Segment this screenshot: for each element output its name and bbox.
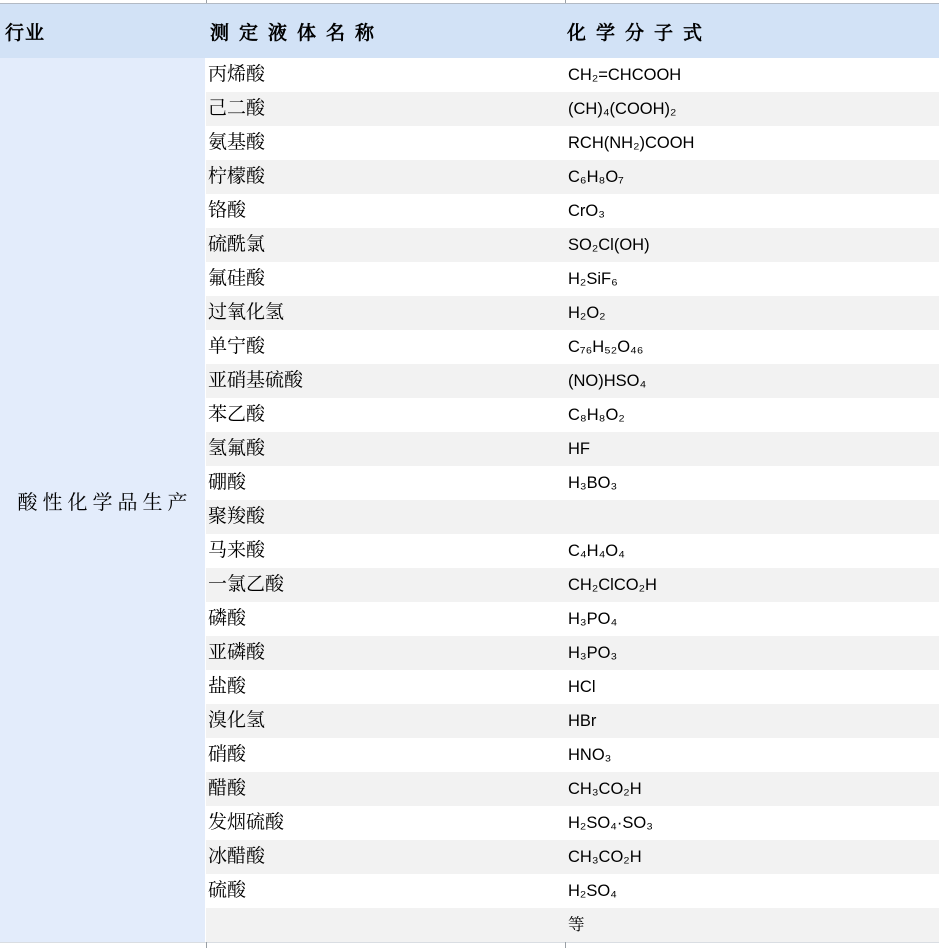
table-row bbox=[206, 602, 939, 636]
table-row bbox=[206, 432, 939, 466]
industry-label: 酸性化学品生产 bbox=[17, 491, 193, 514]
table-row bbox=[206, 636, 939, 670]
liquid-name-cell: 过氧化氢 bbox=[208, 302, 285, 323]
table-row bbox=[206, 364, 939, 398]
column-divider-tick bbox=[565, 942, 566, 948]
liquid-name-cell: 醋酸 bbox=[208, 778, 247, 799]
liquid-name-cell bbox=[206, 908, 567, 942]
liquid-name-cell: 硫酰氯 bbox=[208, 234, 266, 255]
formula-cell: HF bbox=[568, 440, 590, 458]
formula-cell: H₃PO₄ bbox=[568, 610, 618, 628]
liquid-name-cell: 单宁酸 bbox=[208, 336, 266, 357]
header-liquid-name: 测定液体名称 bbox=[210, 22, 385, 44]
liquid-name-cell: 亚磷酸 bbox=[208, 642, 266, 663]
table-row bbox=[206, 194, 939, 228]
formula-cell bbox=[567, 500, 939, 534]
liquid-name-cell: 硝酸 bbox=[208, 744, 247, 765]
formula-cell: C₄H₄O₄ bbox=[568, 542, 625, 560]
liquid-name-cell: 苯乙酸 bbox=[208, 404, 266, 425]
liquid-name-cell: 柠檬酸 bbox=[208, 166, 266, 187]
liquid-name-cell: 溴化氢 bbox=[208, 710, 266, 731]
liquid-name-cell: 铬酸 bbox=[208, 200, 247, 221]
table-row bbox=[206, 534, 939, 568]
formula-cell: H₂SO₄ bbox=[568, 882, 617, 900]
formula-cell: C₆H₈O₇ bbox=[568, 168, 624, 186]
liquid-name-cell: 氢氟酸 bbox=[208, 438, 266, 459]
liquid-name-cell: 硫酸 bbox=[208, 880, 247, 901]
table-row bbox=[206, 92, 939, 126]
formula-cell: H₃BO₃ bbox=[568, 474, 618, 492]
formula-cell: CH₂ClCO₂H bbox=[568, 576, 657, 594]
liquid-name-cell: 氟硅酸 bbox=[208, 268, 266, 289]
table-row bbox=[206, 330, 939, 364]
liquid-name-cell: 丙烯酸 bbox=[208, 64, 266, 85]
table-row bbox=[206, 160, 939, 194]
table-row bbox=[206, 228, 939, 262]
table-row bbox=[206, 500, 939, 534]
liquid-name-cell: 聚羧酸 bbox=[208, 506, 266, 527]
liquid-name-cell: 磷酸 bbox=[208, 608, 247, 629]
formula-cell: HNO₃ bbox=[568, 746, 612, 764]
industry-cell bbox=[0, 58, 205, 942]
table-row bbox=[206, 704, 939, 738]
formula-cell: RCH(NH₂)COOH bbox=[568, 134, 695, 152]
table-row bbox=[206, 58, 939, 92]
formula-cell: H₂O₂ bbox=[568, 304, 606, 322]
liquid-name-cell: 一氯乙酸 bbox=[208, 574, 285, 595]
formula-cell: HCl bbox=[568, 678, 596, 696]
cutoff-row-bottom bbox=[0, 942, 939, 948]
formula-cell: C₇₆H₅₂O₄₆ bbox=[568, 338, 644, 356]
formula-cell: CH₂=CHCOOH bbox=[568, 66, 682, 84]
liquid-name-cell: 己二酸 bbox=[208, 98, 266, 119]
table-row bbox=[206, 296, 939, 330]
table-header-row bbox=[0, 3, 939, 58]
liquid-name-cell: 冰醋酸 bbox=[208, 846, 266, 867]
liquid-name-cell: 亚硝基硫酸 bbox=[208, 370, 304, 391]
table-body-rows bbox=[206, 58, 939, 942]
liquid-name-cell: 盐酸 bbox=[208, 676, 247, 697]
formula-cell: CrO₃ bbox=[568, 202, 605, 220]
formula-cell: H₃PO₃ bbox=[568, 644, 618, 662]
table-row bbox=[206, 398, 939, 432]
table-row bbox=[206, 126, 939, 160]
formula-cell: (CH)₄(COOH)₂ bbox=[568, 100, 677, 118]
table-row bbox=[206, 670, 939, 704]
liquid-name-cell: 马来酸 bbox=[208, 540, 266, 561]
formula-cell: CH₃CO₂H bbox=[568, 848, 642, 866]
table-row bbox=[206, 840, 939, 874]
formula-cell: 等 bbox=[568, 916, 585, 934]
table-row bbox=[206, 772, 939, 806]
table-row bbox=[206, 262, 939, 296]
liquid-name-cell: 氨基酸 bbox=[208, 132, 266, 153]
formula-cell: (NO)HSO₄ bbox=[568, 372, 647, 390]
table-row bbox=[206, 568, 939, 602]
formula-cell: H₂SO₄·SO₃ bbox=[568, 814, 653, 832]
formula-cell: SO₂Cl(OH) bbox=[568, 236, 650, 254]
table-row bbox=[206, 466, 939, 500]
table-body bbox=[0, 58, 939, 942]
header-formula: 化学分子式 bbox=[567, 22, 713, 44]
table-row bbox=[206, 874, 939, 908]
table-row bbox=[206, 738, 939, 772]
formula-cell: H₂SiF₆ bbox=[568, 270, 618, 288]
column-divider-tick bbox=[206, 942, 207, 948]
formula-cell: C₈H₈O₂ bbox=[568, 406, 625, 424]
formula-cell: HBr bbox=[568, 712, 597, 730]
table-row bbox=[206, 908, 939, 942]
liquid-name-cell: 硼酸 bbox=[208, 472, 247, 493]
header-industry: 行业 bbox=[5, 22, 46, 44]
table-row bbox=[206, 806, 939, 840]
formula-cell: CH₃CO₂H bbox=[568, 780, 642, 798]
liquid-name-cell: 发烟硫酸 bbox=[208, 812, 285, 833]
